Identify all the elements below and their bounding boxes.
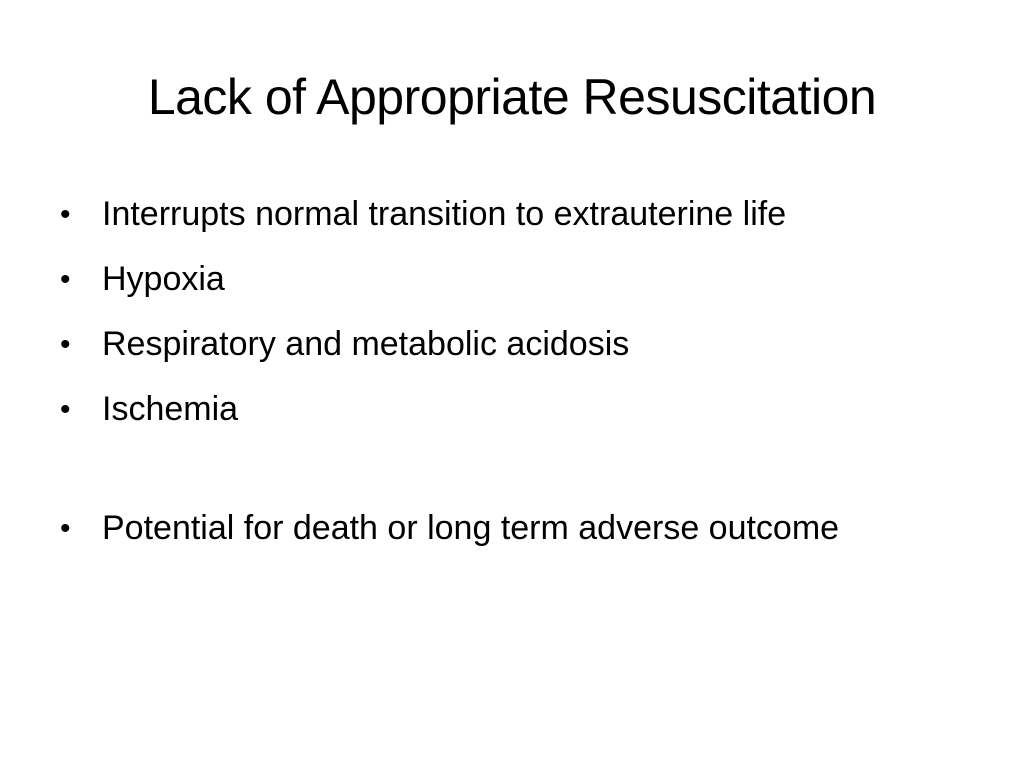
bullet-icon: •	[60, 263, 71, 296]
list-item	[58, 383, 938, 436]
bullet-icon: •	[60, 512, 71, 545]
bullet-text: Hypoxia	[102, 260, 225, 298]
bullet-icon: •	[60, 393, 71, 426]
bullet-text: Potential for death or long term adverse outcome	[102, 509, 840, 547]
bullet-list	[58, 188, 938, 567]
list-item	[58, 188, 938, 241]
list-item	[58, 253, 938, 306]
bullet-icon: •	[60, 198, 71, 231]
slide-title: Lack of Appropriate Resuscitation	[147, 69, 877, 125]
bullet-text: Interrupts normal transition to extrauterine life	[102, 195, 787, 233]
bullet-text: Ischemia	[102, 390, 239, 428]
list-item	[58, 502, 938, 555]
bullet-icon: •	[60, 328, 71, 361]
bullet-text: Respiratory and metabolic acidosis	[102, 325, 630, 363]
list-item	[58, 318, 938, 371]
